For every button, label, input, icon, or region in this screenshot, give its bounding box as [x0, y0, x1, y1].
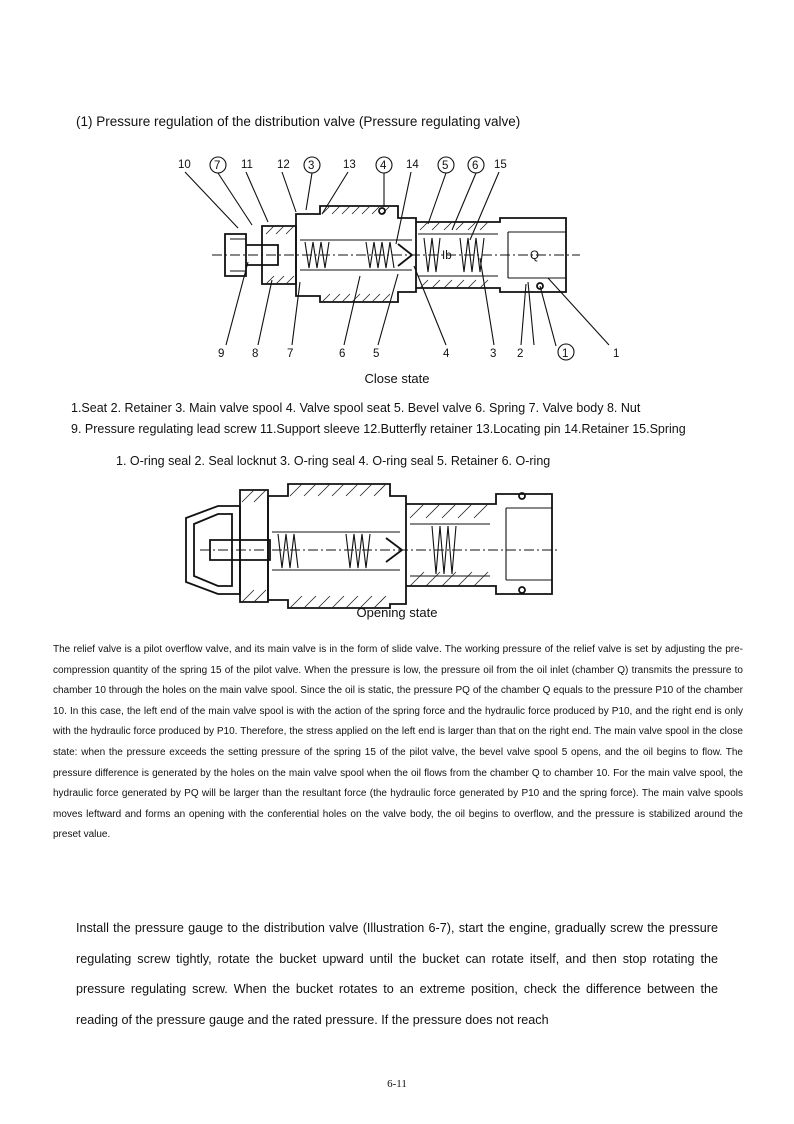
callout-bottom-6: 4 — [443, 348, 450, 360]
callout-bottom-3: 7 — [287, 348, 294, 360]
callout-top-6: 13 — [343, 159, 356, 171]
caption-close-state: Close state — [364, 371, 430, 386]
callout-bottom-1: 9 — [218, 348, 225, 360]
callout-top-8: 14 — [406, 159, 419, 171]
callout-bottom-2: 8 — [252, 348, 259, 360]
page-number: 6-11 — [387, 1078, 407, 1090]
callout-bottom-7: 3 — [490, 348, 497, 360]
callout-bottom-10: 1 — [613, 348, 620, 360]
pressure-gauge-instruction: Install the pressure gauge to the distribution valve (Illustration 6-7), start the engine, gradually screw the pressure regulating screw tightly, rotate the bucket upward until the bucket can rotate itself, and then stop rotating the pressure regulating screw. When the bucket rotates to an extreme position, check the difference between the reading of the pressure gauge and the rated pressure. If the pressure does not reach — [76, 921, 718, 1028]
valve-opening-state-drawing — [0, 478, 794, 598]
relief-valve-description: The relief valve is a pilot overflow valve, and its main valve is in the form of slide valve. The working pressure of the relief valve is set by adjusting the pre-compression quantity of the spring 15 of the pilot valve. When the pressure is low, the pressure oil from the oil inlet (chamber Q) transmits the pressure to chamber 10 through the holes on the main valve spool. Since the oil is static, the pressure PQ of the chamber Q equals to the pressure P10 of the chamber 10. In this case, the left end of the main valve spool is with the action of the spring force and the hydraulic force produced by P10, and the right end is only with the hydraulic force produced by P10. Therefore, the stress applied on the left end is larger than that on the right end. The main valve spool in the close state: when the pressure exceeds the setting pressure of the spring 15 of the pilot valve, the bevel valve spool 5 opens, and the oil begins to flow. The pressure difference is generated by the holes on the main valve spool when the oil flows from the chamber Q to chamber 10. For the main valve spool, the hydraulic force generated by PQ will be larger than the resultant force (the hydraulic force generated by P10 and the spring force). The main valve spools moves leftward and forms an opening with the conferential holes on the valve body, the oil begins to overflow, and the pressure is stabilized around the preset value. — [53, 644, 743, 841]
callout-bottom-4: 6 — [339, 348, 346, 360]
section-heading: (1) Pressure regulation of the distribution valve (Pressure regulating valve) — [76, 114, 521, 129]
callout-top-3: 11 — [241, 159, 253, 171]
callout-top-1: 10 — [178, 159, 191, 171]
callout-top-2: 7 — [214, 160, 221, 172]
caption-opening-state: Opening state — [356, 605, 438, 620]
callout-bottom-5: 5 — [373, 348, 380, 360]
label-ib: Ib — [442, 250, 452, 262]
callout-top-4: 12 — [277, 159, 290, 171]
legend-line-2: 9. Pressure regulating lead screw 11.Support sleeve 12.Butterfly retainer 13.Locating pin 14.Retainer 15.Spring — [71, 422, 686, 436]
callout-top-10: 6 — [472, 160, 479, 172]
valve-close-state-drawing — [0, 0, 794, 400]
callout-bottom-9: 1 — [562, 348, 569, 360]
callout-top-11: 15 — [494, 159, 507, 171]
legend-line-3: 1. O-ring seal 2. Seal locknut 3. O-ring seal 4. O-ring seal 5. Retainer 6. O-ring — [116, 454, 551, 468]
callout-top-9: 5 — [442, 160, 449, 172]
label-q: Q — [530, 250, 539, 262]
legend-line-1: 1.Seat 2. Retainer 3. Main valve spool 4. Valve spool seat 5. Bevel valve 6. Spring 7. Valve body 8. Nut — [71, 401, 641, 415]
callout-top-5: 3 — [308, 160, 315, 172]
callout-top-7: 4 — [380, 160, 387, 172]
callout-bottom-8: 2 — [517, 348, 524, 360]
